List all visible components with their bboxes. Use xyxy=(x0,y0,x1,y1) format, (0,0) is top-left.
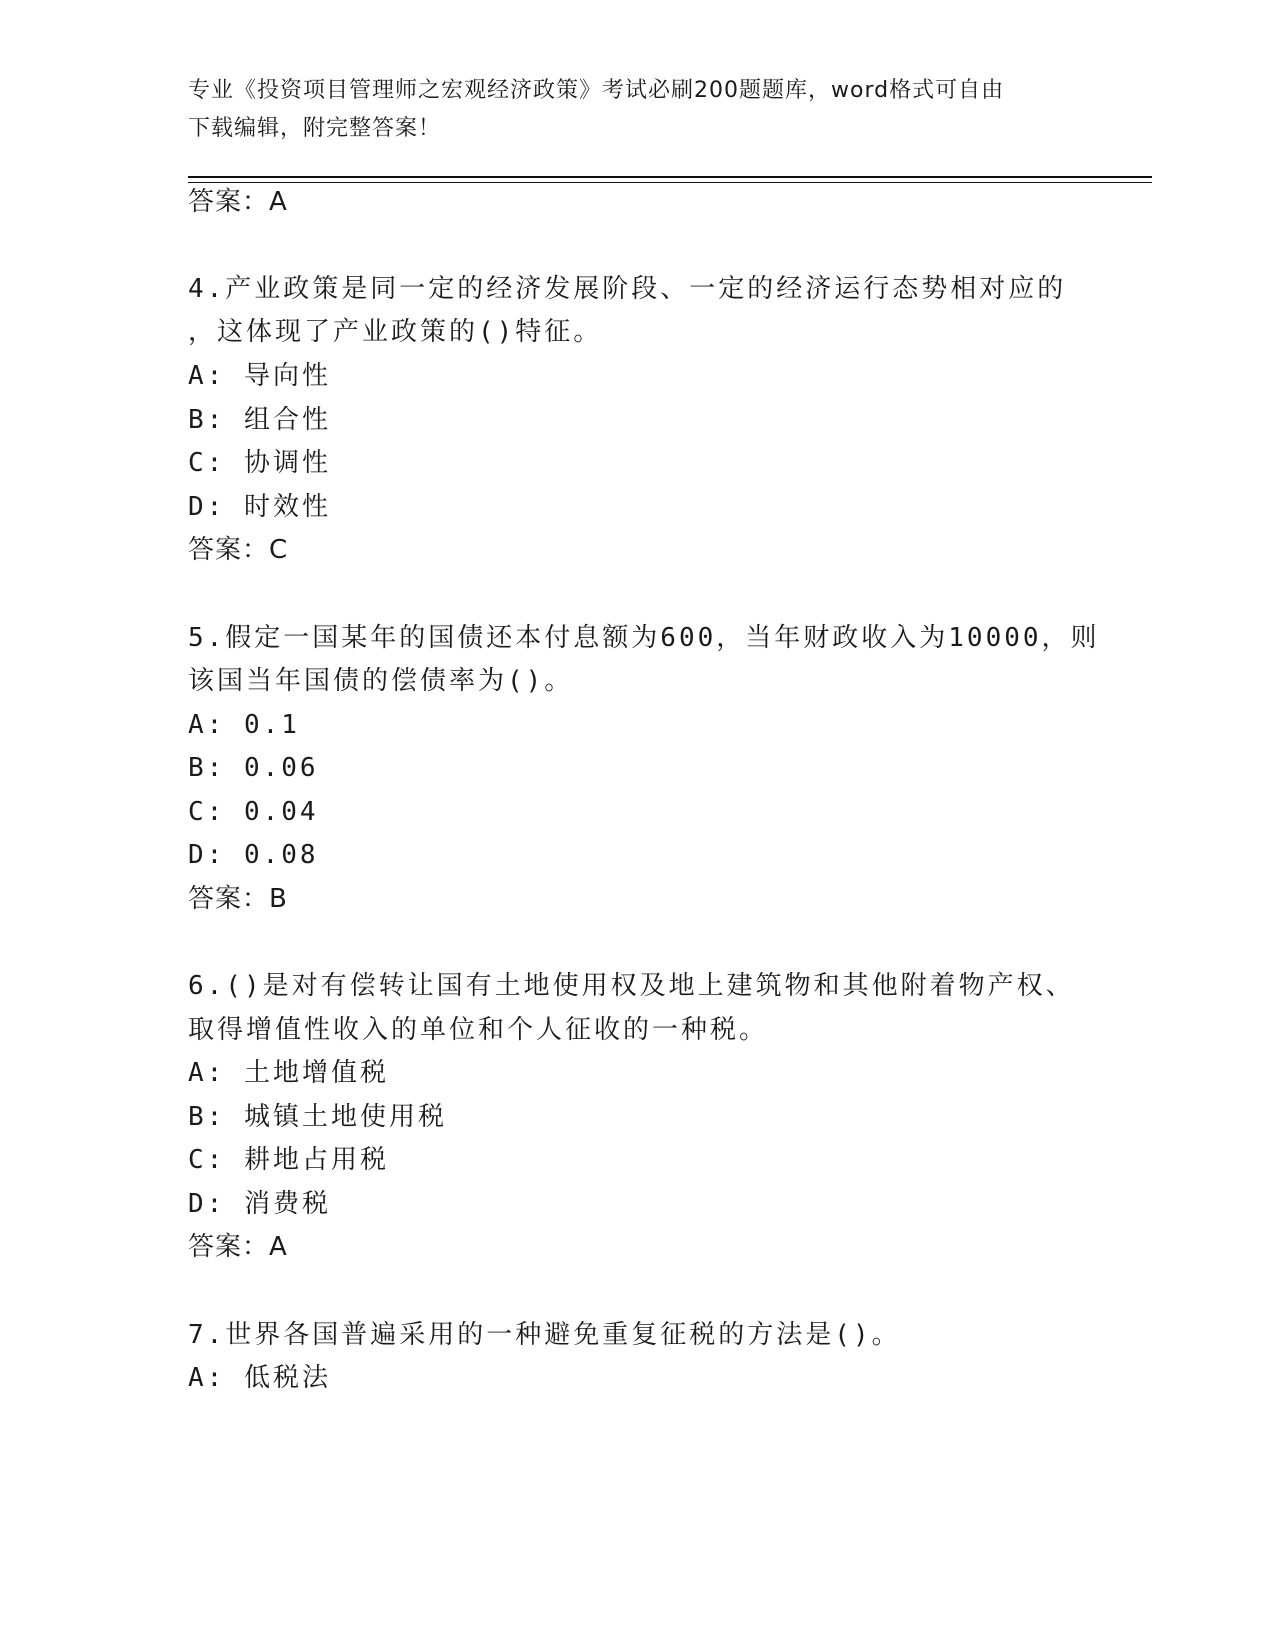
header-line-1: 专业《投资项目管理师之宏观经济政策》考试必刷200题题库，word格式可自由 xyxy=(188,78,1005,103)
question-5-text-line-1: 5.假定一国某年的国债还本付息额为600，当年财政收入为10000，则 xyxy=(188,623,1100,653)
question-6-option-a: A: 土地增值税 xyxy=(188,1058,389,1088)
question-6-option-c: C: 耕地占用税 xyxy=(188,1145,389,1175)
question-5-answer: 答案：B xyxy=(188,884,288,914)
question-6-option-d: D: 消费税 xyxy=(188,1189,331,1219)
header-rule-thin xyxy=(188,182,1152,183)
question-5-option-b: B: 0.06 xyxy=(188,753,319,783)
question-4-answer: 答案：C xyxy=(188,535,289,565)
question-7-text-line-1: 7.世界各国普遍采用的一种避免重复征税的方法是()。 xyxy=(188,1320,901,1350)
question-4-option-c: C: 协调性 xyxy=(188,448,331,478)
header-line-2: 下载编辑，附完整答案！ xyxy=(188,116,442,141)
question-6-text-line-2: 取得增值性收入的单位和个人征收的一种税。 xyxy=(188,1015,769,1045)
header-rule-thick xyxy=(188,176,1152,178)
question-5-option-d: D: 0.08 xyxy=(188,840,319,870)
question-5-option-c: C: 0.04 xyxy=(188,797,319,827)
question-6-option-b: B: 城镇土地使用税 xyxy=(188,1102,447,1132)
answer-line: 答案：A xyxy=(188,187,288,217)
question-4-text-line-2: ，这体现了产业政策的()特征。 xyxy=(188,317,603,347)
question-6-text-line-1: 6.()是对有偿转让国有土地使用权及地上建筑物和其他附着物产权、 xyxy=(188,971,1075,1001)
question-7-option-a: A: 低税法 xyxy=(188,1363,331,1393)
question-5-option-a: A: 0.1 xyxy=(188,710,300,740)
question-4-option-b: B: 组合性 xyxy=(188,405,331,435)
question-5-text-line-2: 该国当年国债的偿债率为()。 xyxy=(188,666,574,696)
question-4-option-d: D: 时效性 xyxy=(188,492,331,522)
question-4-text-line-1: 4.产业政策是同一定的经济发展阶段、一定的经济运行态势相对应的 xyxy=(188,274,1067,304)
document-header xyxy=(188,72,1088,148)
question-4-option-a: A: 导向性 xyxy=(188,361,331,391)
question-6-answer: 答案：A xyxy=(188,1232,288,1262)
